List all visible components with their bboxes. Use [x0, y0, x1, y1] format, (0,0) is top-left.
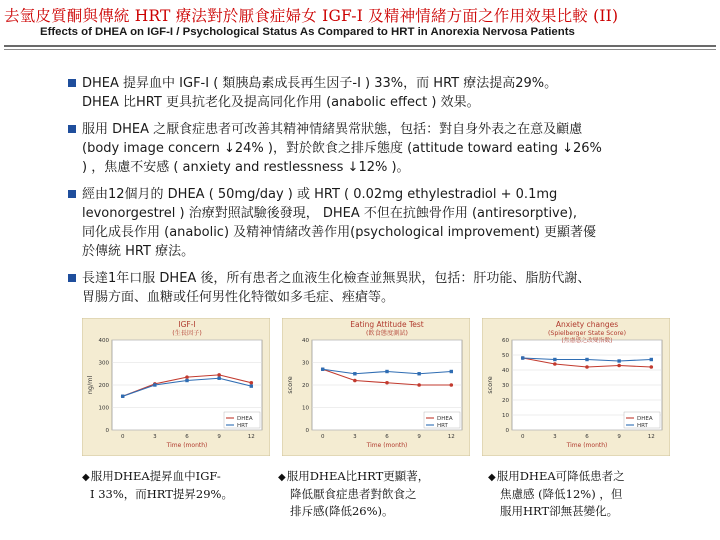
bullet-line: ) ，焦慮不安感 ( anxiety and restlessness ↓12% )。: [82, 160, 410, 175]
y-tick-label: 0: [505, 428, 509, 434]
x-tick-label: 9: [617, 434, 621, 440]
caption: [488, 468, 625, 520]
x-tick-label: 0: [320, 434, 325, 440]
square-bullet-icon: [68, 125, 76, 133]
x-tick-label: 12: [447, 434, 455, 440]
caption-line: 服用HRT卻無甚變化。: [500, 504, 619, 518]
bullet-line: levonorgestrel ) 治療對照試驗後發現， DHEA 不但在抗蝕骨作用 (antiresorptive),: [82, 206, 577, 221]
data-point: [585, 358, 588, 361]
data-point: [353, 372, 356, 375]
diamond-bullet-icon: ◆: [488, 472, 496, 483]
x-tick-label: 3: [353, 434, 357, 440]
chart-subtitle: (飲食態度測試): [366, 330, 408, 337]
x-tick-label: 3: [153, 434, 157, 440]
data-point: [217, 377, 220, 380]
data-point: [417, 383, 421, 387]
y-tick-label: 10: [302, 405, 309, 412]
anxiety-chart: [482, 318, 670, 456]
bullet-item: [68, 269, 698, 307]
data-point: [585, 365, 589, 369]
chart-subtitle: (Spielberger State Score): [547, 330, 627, 337]
y-tick-label: 100: [98, 405, 109, 412]
chart-subtitle: (生長因子): [172, 330, 202, 337]
data-point: [249, 381, 253, 385]
legend-label: HRT: [237, 423, 248, 429]
title-rule: [4, 45, 716, 47]
x-tick-label: 3: [553, 434, 557, 440]
bullet-line: 長達1年口服 DHEA 後，所有患者之血液生化檢查並無異狀，包括：肝功能、脂肪代謝、: [82, 271, 591, 286]
diamond-bullet-icon: ◆: [82, 472, 90, 483]
x-axis-label: Time (month): [166, 442, 208, 449]
bullet-line: 服用 DHEA 之厭食症患者可改善其精神情緒異常狀態，包括：對自身外表之在意及顧慮: [82, 122, 583, 137]
y-axis-label: ng/ml: [86, 375, 94, 395]
data-point: [617, 364, 621, 368]
bullet-line: DHEA 提昇血中 IGF-I ( 類胰島素成長再生因子-I ) 33%，而 HRT 療法提高29%。: [82, 76, 558, 91]
caption-line: 焦慮感 (降低12%) ，但: [500, 487, 623, 501]
x-tick-label: 9: [417, 434, 421, 440]
bullet-line: 經由12個月的 DHEA ( 50mg/day ) 或 HRT ( 0.02mg ethylestradiol + 0.1mg: [82, 187, 558, 202]
bullet-line: 於傳統 HRT 療法。: [82, 244, 195, 259]
data-point: [321, 368, 324, 371]
page-title: 去氫皮質酮與傳統 HRT 療法對於厭食症婦女 IGF-I 及精神情緒方面之作用效果比較 (II): [4, 7, 619, 25]
caption-line: I 33%，而HRT提昇29%。: [90, 487, 233, 501]
legend-label: HRT: [437, 423, 448, 429]
square-bullet-icon: [68, 190, 76, 198]
page-subtitle: Effects of DHEA on IGF-I / Psychological Status As Compared to HRT in Anorexia Nervosa Patients: [40, 26, 575, 38]
igf-chart: [82, 318, 270, 456]
y-tick-label: 10: [502, 413, 509, 419]
square-bullet-icon: [68, 274, 76, 282]
data-point: [217, 373, 221, 377]
legend-label: DHEA: [637, 416, 653, 422]
caption-line: 服用DHEA可降低患者之: [496, 469, 625, 483]
data-point: [450, 370, 453, 373]
diamond-bullet-icon: ◆: [278, 472, 286, 483]
chart-title: IGF-I: [178, 320, 196, 329]
caption: [82, 468, 233, 503]
chart-title: Anxiety changes: [555, 320, 619, 329]
bullet-item: [68, 185, 698, 261]
y-tick-label: 50: [502, 353, 509, 359]
y-tick-label: 30: [302, 360, 309, 367]
square-bullet-icon: [68, 79, 76, 87]
legend-label: DHEA: [437, 416, 453, 422]
y-tick-label: 40: [302, 338, 309, 344]
caption-line: 降低厭食症患者對飲食之: [290, 487, 417, 501]
data-point: [353, 379, 357, 383]
data-point: [153, 383, 156, 386]
y-axis-label: score: [486, 376, 494, 394]
y-tick-label: 40: [502, 368, 509, 374]
data-point: [185, 375, 189, 379]
y-tick-label: 20: [302, 383, 309, 389]
legend-label: DHEA: [237, 416, 253, 422]
x-tick-label: 9: [217, 434, 221, 440]
caption-line: 服用DHEA提昇血中IGF-: [90, 469, 221, 483]
y-tick-label: 30: [502, 383, 509, 389]
bullet-line: 胃腸方面、血糖或任何男性化特徵如多毛症、痤瘡等。: [82, 290, 395, 305]
y-tick-label: 300: [98, 360, 109, 367]
bullet-line: (body image concern ↓24% )，對於飲食之排斥態度 (attitude toward eating ↓26%: [82, 141, 602, 156]
x-tick-label: 6: [585, 434, 589, 440]
legend-label: HRT: [637, 423, 648, 429]
y-tick-label: 20: [502, 398, 509, 404]
data-point: [553, 358, 556, 361]
title-rule-thin: [4, 49, 716, 50]
data-point: [385, 370, 388, 373]
y-axis-label: score: [286, 376, 294, 394]
data-point: [121, 395, 124, 398]
bullet-item: [68, 74, 698, 112]
x-tick-label: 0: [120, 434, 125, 440]
data-point: [617, 359, 620, 362]
bullet-line: DHEA 比HRT 更具抗老化及提高同化作用 (anabolic effect ) 效果。: [82, 95, 480, 110]
bullet-line: 同化成長作用 (anabolic) 及精神情緒改善作用(psychological improvement) 更顯著優: [82, 225, 597, 240]
bullet-list: [68, 74, 698, 315]
data-point: [185, 379, 188, 382]
x-tick-label: 6: [185, 434, 189, 440]
caption-line: 排斥感(降低26%)。: [290, 504, 394, 518]
data-point: [250, 384, 253, 387]
data-point: [449, 383, 453, 387]
caption-line: 服用DHEA比HRT更顯著，: [286, 469, 430, 483]
data-point: [385, 381, 389, 385]
chart-subtitle: (焦慮感之改變指數): [561, 338, 613, 344]
y-tick-label: 200: [98, 383, 109, 389]
y-tick-label: 0: [305, 428, 309, 434]
eating-attitude-chart: [282, 318, 470, 456]
data-point: [649, 365, 653, 369]
x-tick-label: 12: [247, 434, 255, 440]
data-point: [417, 372, 420, 375]
y-tick-label: 0: [105, 428, 109, 434]
x-tick-label: 0: [520, 434, 525, 440]
y-tick-label: 60: [502, 338, 509, 344]
chart-row: [82, 318, 672, 456]
x-tick-label: 12: [647, 434, 655, 440]
y-tick-label: 400: [98, 338, 109, 344]
chart-title: Eating Attitude Test: [350, 320, 424, 329]
bullet-item: [68, 120, 698, 177]
data-point: [650, 358, 653, 361]
x-tick-label: 6: [385, 434, 389, 440]
caption: [278, 468, 429, 520]
x-axis-label: Time (month): [366, 442, 408, 449]
x-axis-label: Time (month): [566, 442, 608, 449]
data-point: [521, 356, 524, 359]
data-point: [553, 362, 557, 366]
